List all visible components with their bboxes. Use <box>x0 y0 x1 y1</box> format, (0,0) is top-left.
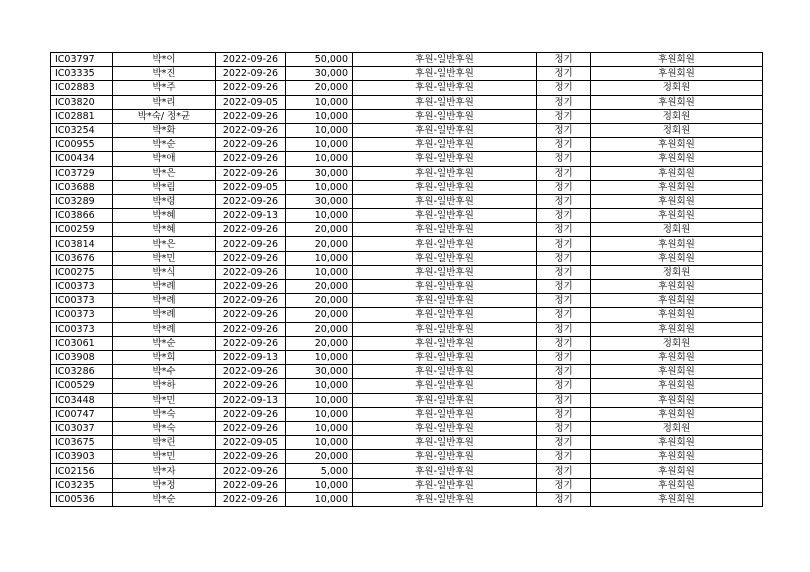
cycle-cell: 정기 <box>537 322 591 336</box>
member-type-cell: 후원회원 <box>591 95 763 109</box>
cycle-cell: 정기 <box>537 109 591 123</box>
donor-name-cell: 박*정 <box>113 478 216 492</box>
amount-cell: 30,000 <box>286 166 353 180</box>
amount-cell: 20,000 <box>286 322 353 336</box>
amount-cell: 10,000 <box>286 421 353 435</box>
donor-name-cell: 박*수 <box>113 365 216 379</box>
donor-name-cell: 박*례 <box>113 308 216 322</box>
donation-date-cell: 2022-09-26 <box>216 53 286 67</box>
table-row <box>51 138 763 152</box>
donation-date-cell: 2022-09-05 <box>216 95 286 109</box>
table-row <box>51 237 763 251</box>
donation-date-cell: 2022-09-26 <box>216 336 286 350</box>
donor-name-cell: 박*진 <box>113 67 216 81</box>
member-type-cell: 후원회원 <box>591 67 763 81</box>
table-row <box>51 123 763 137</box>
donor-name-cell: 박*혜 <box>113 209 216 223</box>
donor-id-cell: IC03688 <box>51 180 113 194</box>
donation-type-cell: 후원-일반후원 <box>353 322 537 336</box>
table-row <box>51 436 763 450</box>
donation-type-cell: 후원-일반후원 <box>353 350 537 364</box>
amount-cell: 10,000 <box>286 152 353 166</box>
donor-name-cell: 박*례 <box>113 294 216 308</box>
amount-cell: 10,000 <box>286 478 353 492</box>
donor-name-cell: 박*린 <box>113 436 216 450</box>
table-row <box>51 336 763 350</box>
member-type-cell: 후원회원 <box>591 53 763 67</box>
donation-type-cell: 후원-일반후원 <box>353 223 537 237</box>
donation-date-cell: 2022-09-26 <box>216 166 286 180</box>
table-row <box>51 67 763 81</box>
donation-type-cell: 후원-일반후원 <box>353 265 537 279</box>
member-type-cell: 후원회원 <box>591 393 763 407</box>
cycle-cell: 정기 <box>537 138 591 152</box>
donation-type-cell: 후원-일반후원 <box>353 95 537 109</box>
member-type-cell: 후원회원 <box>591 280 763 294</box>
donation-type-cell: 후원-일반후원 <box>353 138 537 152</box>
amount-cell: 5,000 <box>286 464 353 478</box>
member-type-cell: 정회원 <box>591 109 763 123</box>
cycle-cell: 정기 <box>537 350 591 364</box>
donation-date-cell: 2022-09-26 <box>216 138 286 152</box>
table-row <box>51 379 763 393</box>
donor-id-cell: IC03235 <box>51 478 113 492</box>
amount-cell: 20,000 <box>286 336 353 350</box>
member-type-cell: 후원회원 <box>591 194 763 208</box>
table-row <box>51 251 763 265</box>
cycle-cell: 정기 <box>537 336 591 350</box>
donor-id-cell: IC03729 <box>51 166 113 180</box>
member-type-cell: 후원회원 <box>591 308 763 322</box>
cycle-cell: 정기 <box>537 152 591 166</box>
donation-type-cell: 후원-일반후원 <box>353 379 537 393</box>
amount-cell: 20,000 <box>286 308 353 322</box>
donor-id-cell: IC03286 <box>51 365 113 379</box>
member-type-cell: 후원회원 <box>591 407 763 421</box>
donor-id-cell: IC03676 <box>51 251 113 265</box>
donation-date-cell: 2022-09-26 <box>216 365 286 379</box>
cycle-cell: 정기 <box>537 308 591 322</box>
donor-name-cell: 박*식 <box>113 265 216 279</box>
table-row <box>51 294 763 308</box>
donation-date-cell: 2022-09-26 <box>216 109 286 123</box>
cycle-cell: 정기 <box>537 393 591 407</box>
table-row <box>51 478 763 492</box>
table-row <box>51 81 763 95</box>
donor-id-cell: IC00529 <box>51 379 113 393</box>
table-row <box>51 450 763 464</box>
table-row <box>51 194 763 208</box>
donor-name-cell: 박*민 <box>113 251 216 265</box>
donation-type-cell: 후원-일반후원 <box>353 123 537 137</box>
donor-name-cell: 박*희 <box>113 350 216 364</box>
donor-name-cell: 박*하 <box>113 379 216 393</box>
donation-date-cell: 2022-09-26 <box>216 67 286 81</box>
amount-cell: 10,000 <box>286 393 353 407</box>
donation-date-cell: 2022-09-26 <box>216 265 286 279</box>
donor-id-cell: IC00747 <box>51 407 113 421</box>
donor-id-cell: IC03908 <box>51 350 113 364</box>
donor-name-cell: 박*자 <box>113 464 216 478</box>
donation-date-cell: 2022-09-26 <box>216 308 286 322</box>
donation-type-cell: 후원-일반후원 <box>353 450 537 464</box>
amount-cell: 10,000 <box>286 350 353 364</box>
donor-name-cell: 박*순 <box>113 138 216 152</box>
amount-cell: 10,000 <box>286 95 353 109</box>
donation-date-cell: 2022-09-13 <box>216 209 286 223</box>
donor-name-cell: 박*례 <box>113 322 216 336</box>
table-row <box>51 209 763 223</box>
donation-table <box>50 52 763 507</box>
donation-date-cell: 2022-09-26 <box>216 237 286 251</box>
table-row <box>51 152 763 166</box>
donor-id-cell: IC00373 <box>51 308 113 322</box>
donor-name-cell: 박*이 <box>113 53 216 67</box>
donation-date-cell: 2022-09-26 <box>216 450 286 464</box>
cycle-cell: 정기 <box>537 478 591 492</box>
member-type-cell: 정회원 <box>591 421 763 435</box>
table-row <box>51 280 763 294</box>
donor-name-cell: 박*순 <box>113 336 216 350</box>
member-type-cell: 후원회원 <box>591 436 763 450</box>
donation-type-cell: 후원-일반후원 <box>353 336 537 350</box>
donation-type-cell: 후원-일반후원 <box>353 166 537 180</box>
cycle-cell: 정기 <box>537 280 591 294</box>
donor-id-cell: IC00275 <box>51 265 113 279</box>
table-row <box>51 350 763 364</box>
donation-date-cell: 2022-09-26 <box>216 251 286 265</box>
cycle-cell: 정기 <box>537 365 591 379</box>
donor-id-cell: IC03866 <box>51 209 113 223</box>
donor-name-cell: 박*숙 <box>113 407 216 421</box>
cycle-cell: 정기 <box>537 194 591 208</box>
donor-id-cell: IC03448 <box>51 393 113 407</box>
donor-id-cell: IC03289 <box>51 194 113 208</box>
donor-name-cell: 박*은 <box>113 166 216 180</box>
cycle-cell: 정기 <box>537 237 591 251</box>
donation-date-cell: 2022-09-26 <box>216 223 286 237</box>
donation-type-cell: 후원-일반후원 <box>353 194 537 208</box>
member-type-cell: 정회원 <box>591 265 763 279</box>
amount-cell: 10,000 <box>286 265 353 279</box>
member-type-cell: 후원회원 <box>591 379 763 393</box>
donation-date-cell: 2022-09-13 <box>216 393 286 407</box>
cycle-cell: 정기 <box>537 209 591 223</box>
table-row <box>51 421 763 435</box>
donation-date-cell: 2022-09-05 <box>216 436 286 450</box>
member-type-cell: 후원회원 <box>591 138 763 152</box>
table-row <box>51 464 763 478</box>
member-type-cell: 정회원 <box>591 223 763 237</box>
donation-type-cell: 후원-일반후원 <box>353 81 537 95</box>
donation-date-cell: 2022-09-26 <box>216 478 286 492</box>
member-type-cell: 후원회원 <box>591 251 763 265</box>
member-type-cell: 후원회원 <box>591 464 763 478</box>
member-type-cell: 정회원 <box>591 336 763 350</box>
donor-name-cell: 박*혜 <box>113 223 216 237</box>
donor-id-cell: IC03820 <box>51 95 113 109</box>
cycle-cell: 정기 <box>537 123 591 137</box>
donation-date-cell: 2022-09-26 <box>216 492 286 506</box>
cycle-cell: 정기 <box>537 180 591 194</box>
donation-type-cell: 후원-일반후원 <box>353 421 537 435</box>
donation-date-cell: 2022-09-05 <box>216 180 286 194</box>
donation-type-cell: 후원-일반후원 <box>353 67 537 81</box>
donation-date-cell: 2022-09-26 <box>216 421 286 435</box>
cycle-cell: 정기 <box>537 81 591 95</box>
donation-type-cell: 후원-일반후원 <box>353 209 537 223</box>
amount-cell: 20,000 <box>286 280 353 294</box>
donor-id-cell: IC03903 <box>51 450 113 464</box>
member-type-cell: 후원회원 <box>591 365 763 379</box>
amount-cell: 10,000 <box>286 180 353 194</box>
table-row <box>51 308 763 322</box>
donation-type-cell: 후원-일반후원 <box>353 53 537 67</box>
amount-cell: 30,000 <box>286 194 353 208</box>
member-type-cell: 후원회원 <box>591 492 763 506</box>
donor-name-cell: 박*숙/ 정*균 <box>113 109 216 123</box>
donor-id-cell: IC00434 <box>51 152 113 166</box>
donor-name-cell: 박*리 <box>113 95 216 109</box>
donation-type-cell: 후원-일반후원 <box>353 365 537 379</box>
donor-name-cell: 박*주 <box>113 81 216 95</box>
donation-type-cell: 후원-일반후원 <box>353 280 537 294</box>
donor-id-cell: IC03037 <box>51 421 113 435</box>
donation-type-cell: 후원-일반후원 <box>353 308 537 322</box>
member-type-cell: 후원회원 <box>591 152 763 166</box>
member-type-cell: 후원회원 <box>591 294 763 308</box>
donation-type-cell: 후원-일반후원 <box>353 237 537 251</box>
donation-date-cell: 2022-09-26 <box>216 152 286 166</box>
donor-id-cell: IC02881 <box>51 109 113 123</box>
donor-id-cell: IC00259 <box>51 223 113 237</box>
cycle-cell: 정기 <box>537 53 591 67</box>
amount-cell: 10,000 <box>286 407 353 421</box>
donor-id-cell: IC03254 <box>51 123 113 137</box>
donor-name-cell: 박*령 <box>113 194 216 208</box>
donor-id-cell: IC03797 <box>51 53 113 67</box>
donor-id-cell: IC03814 <box>51 237 113 251</box>
table-row <box>51 109 763 123</box>
cycle-cell: 정기 <box>537 223 591 237</box>
donation-type-cell: 후원-일반후원 <box>353 407 537 421</box>
donation-type-cell: 후원-일반후원 <box>353 109 537 123</box>
amount-cell: 10,000 <box>286 379 353 393</box>
amount-cell: 10,000 <box>286 436 353 450</box>
donor-name-cell: 박*화 <box>113 123 216 137</box>
cycle-cell: 정기 <box>537 95 591 109</box>
member-type-cell: 후원회원 <box>591 237 763 251</box>
donation-date-cell: 2022-09-26 <box>216 464 286 478</box>
cycle-cell: 정기 <box>537 251 591 265</box>
donation-date-cell: 2022-09-13 <box>216 350 286 364</box>
cycle-cell: 정기 <box>537 265 591 279</box>
table-row <box>51 95 763 109</box>
amount-cell: 20,000 <box>286 237 353 251</box>
donation-type-cell: 후원-일반후원 <box>353 393 537 407</box>
donation-type-cell: 후원-일반후원 <box>353 294 537 308</box>
cycle-cell: 정기 <box>537 294 591 308</box>
donation-type-cell: 후원-일반후원 <box>353 180 537 194</box>
donor-name-cell: 박*림 <box>113 180 216 194</box>
cycle-cell: 정기 <box>537 166 591 180</box>
donor-id-cell: IC03675 <box>51 436 113 450</box>
table-row <box>51 407 763 421</box>
donation-date-cell: 2022-09-26 <box>216 81 286 95</box>
donor-id-cell: IC00373 <box>51 322 113 336</box>
donation-date-cell: 2022-09-26 <box>216 379 286 393</box>
donor-name-cell: 박*민 <box>113 393 216 407</box>
donor-id-cell: IC00536 <box>51 492 113 506</box>
member-type-cell: 후원회원 <box>591 180 763 194</box>
cycle-cell: 정기 <box>537 450 591 464</box>
amount-cell: 20,000 <box>286 223 353 237</box>
member-type-cell: 정회원 <box>591 123 763 137</box>
donor-name-cell: 박*은 <box>113 237 216 251</box>
amount-cell: 10,000 <box>286 209 353 223</box>
cycle-cell: 정기 <box>537 379 591 393</box>
amount-cell: 30,000 <box>286 67 353 81</box>
donation-type-cell: 후원-일반후원 <box>353 478 537 492</box>
member-type-cell: 후원회원 <box>591 166 763 180</box>
table-row <box>51 223 763 237</box>
member-type-cell: 후원회원 <box>591 350 763 364</box>
member-type-cell: 후원회원 <box>591 322 763 336</box>
donation-type-cell: 후원-일반후원 <box>353 464 537 478</box>
member-type-cell: 후원회원 <box>591 450 763 464</box>
donation-date-cell: 2022-09-26 <box>216 280 286 294</box>
amount-cell: 10,000 <box>286 123 353 137</box>
donor-id-cell: IC02883 <box>51 81 113 95</box>
table-row <box>51 492 763 506</box>
amount-cell: 10,000 <box>286 138 353 152</box>
cycle-cell: 정기 <box>537 436 591 450</box>
donation-date-cell: 2022-09-26 <box>216 407 286 421</box>
donor-id-cell: IC00955 <box>51 138 113 152</box>
donor-id-cell: IC00373 <box>51 294 113 308</box>
donation-date-cell: 2022-09-26 <box>216 294 286 308</box>
cycle-cell: 정기 <box>537 67 591 81</box>
amount-cell: 20,000 <box>286 294 353 308</box>
table-row <box>51 365 763 379</box>
amount-cell: 50,000 <box>286 53 353 67</box>
amount-cell: 20,000 <box>286 450 353 464</box>
donation-type-cell: 후원-일반후원 <box>353 492 537 506</box>
amount-cell: 10,000 <box>286 251 353 265</box>
donor-name-cell: 박*민 <box>113 450 216 464</box>
donor-id-cell: IC03335 <box>51 67 113 81</box>
member-type-cell: 후원회원 <box>591 209 763 223</box>
table-row <box>51 166 763 180</box>
amount-cell: 30,000 <box>286 365 353 379</box>
donor-name-cell: 박*숙 <box>113 421 216 435</box>
donor-name-cell: 박*순 <box>113 492 216 506</box>
donor-id-cell: IC00373 <box>51 280 113 294</box>
table-row <box>51 265 763 279</box>
amount-cell: 10,000 <box>286 492 353 506</box>
member-type-cell: 후원회원 <box>591 478 763 492</box>
table-row <box>51 322 763 336</box>
donor-name-cell: 박*애 <box>113 152 216 166</box>
table-row <box>51 393 763 407</box>
cycle-cell: 정기 <box>537 407 591 421</box>
cycle-cell: 정기 <box>537 464 591 478</box>
table-body <box>51 53 763 507</box>
amount-cell: 10,000 <box>286 109 353 123</box>
cycle-cell: 정기 <box>537 421 591 435</box>
donor-id-cell: IC02156 <box>51 464 113 478</box>
member-type-cell: 정회원 <box>591 81 763 95</box>
donor-name-cell: 박*례 <box>113 280 216 294</box>
donor-id-cell: IC03061 <box>51 336 113 350</box>
amount-cell: 20,000 <box>286 81 353 95</box>
donation-type-cell: 후원-일반후원 <box>353 152 537 166</box>
donation-type-cell: 후원-일반후원 <box>353 251 537 265</box>
table-row <box>51 180 763 194</box>
table-row <box>51 53 763 67</box>
donation-date-cell: 2022-09-26 <box>216 123 286 137</box>
donation-date-cell: 2022-09-26 <box>216 322 286 336</box>
donation-type-cell: 후원-일반후원 <box>353 436 537 450</box>
cycle-cell: 정기 <box>537 492 591 506</box>
donation-date-cell: 2022-09-26 <box>216 194 286 208</box>
